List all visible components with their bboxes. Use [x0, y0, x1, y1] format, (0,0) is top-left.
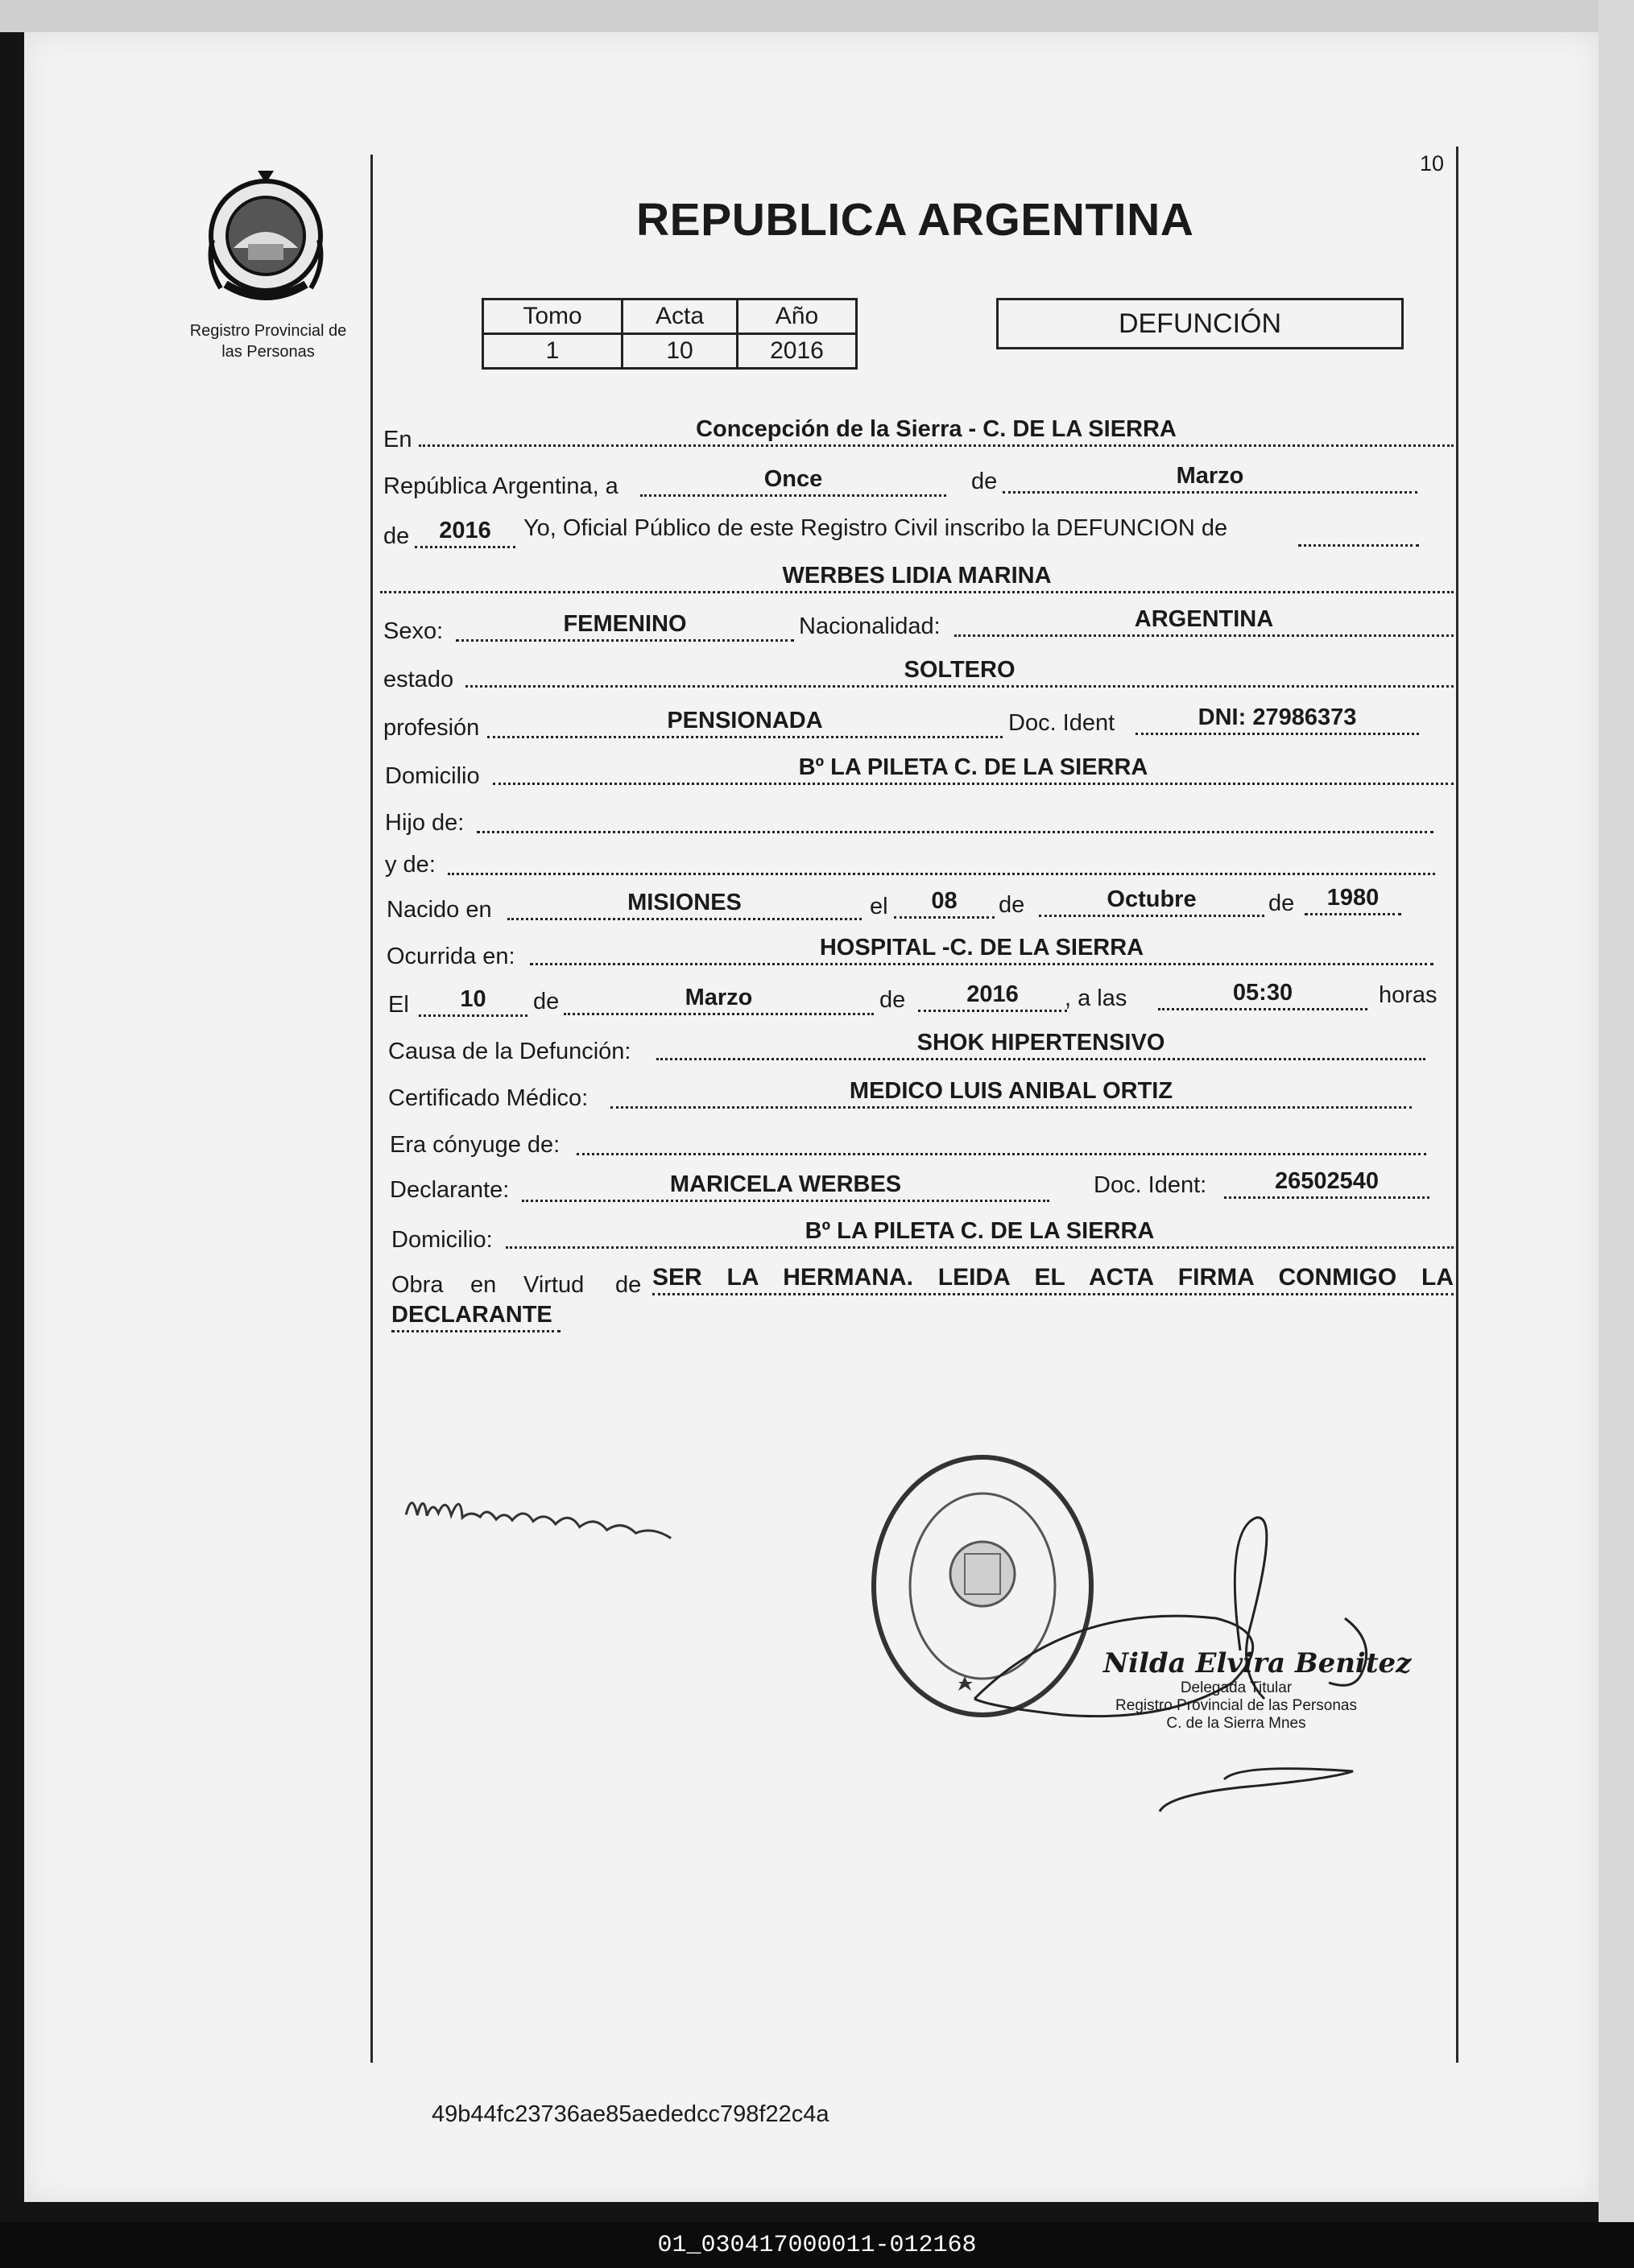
label-de-5: de [533, 989, 560, 1014]
label-declarante: Declarante: [390, 1177, 510, 1203]
label-ocurrida-en: Ocurrida en: [387, 944, 515, 969]
field-hijo-de [477, 802, 1433, 833]
official-name: Nilda Elvira Benitez [1103, 1647, 1412, 1679]
field-anio: 2016 [415, 517, 515, 548]
field-lugar: Concepción de la Sierra - C. DE LA SIERRA [419, 415, 1454, 447]
label-doc-ident-declarante: Doc. Ident: [1094, 1172, 1207, 1198]
field-y-de [448, 844, 1435, 875]
official-stamp-icon [862, 1433, 1412, 1820]
field-def-mes: Marzo [564, 984, 874, 1015]
label-obra-en: en [470, 1272, 497, 1298]
label-doc-ident: Doc. Ident [1008, 710, 1115, 736]
official-title: Delegada Titular [1180, 1679, 1293, 1696]
field-mes: Marzo [1003, 462, 1417, 494]
label-causa: Causa de la Defunción: [388, 1039, 631, 1064]
label-horas: horas [1379, 982, 1438, 1008]
ref-value-tomo: 1 [483, 334, 623, 369]
label-hijo-de: Hijo de: [385, 810, 465, 836]
label-nacionalidad: Nacionalidad: [799, 613, 941, 639]
field-def-anio: 2016 [918, 981, 1067, 1012]
label-virtud: Virtud [523, 1272, 585, 1298]
document-title: REPUBLICA ARGENTINA [636, 194, 1194, 246]
label-de-1: de [971, 469, 998, 494]
scan-right-edge [1599, 0, 1634, 2222]
field-virtud-line2: DECLARANTE [391, 1301, 561, 1332]
field-def-hora: 05:30 [1158, 979, 1367, 1010]
label-de-4: de [1268, 890, 1295, 916]
right-margin-line [1456, 147, 1458, 2063]
field-virtud-line1: SER LA HERMANA. LEIDA EL ACTA FIRMA CONMIGO LA [652, 1264, 1454, 1295]
label-conyuge: Era cónyuge de: [390, 1132, 561, 1158]
scan-top-edge [0, 0, 1634, 32]
field-nombre: WERBES LIDIA MARINA [380, 562, 1454, 593]
label-sexo: Sexo: [383, 618, 444, 644]
label-yo-oficial: Yo, Oficial Público de este Registro Civil inscribo la DEFUNCION de [523, 515, 1228, 541]
label-profesion: profesión [383, 715, 480, 741]
ref-header-acta: Acta [623, 300, 738, 334]
label-y-de: y de: [385, 852, 436, 878]
field-dia: Once [640, 465, 946, 497]
field-nacido-dia: 08 [894, 887, 995, 919]
registry-label: Registro Provincial de las Personas [189, 322, 347, 361]
field-domicilio-declarante: Bº LA PILETA C. DE LA SIERRA [506, 1217, 1454, 1249]
field-estado: SOLTERO [465, 656, 1454, 688]
province-seal-icon [201, 167, 330, 304]
reference-table [482, 298, 858, 370]
label-obra: Obra [391, 1272, 444, 1298]
field-nacido-mes: Octubre [1039, 886, 1264, 917]
field-ocurrida-en: HOSPITAL -C. DE LA SIERRA [530, 934, 1433, 965]
label-nacido-en: Nacido en [387, 897, 492, 923]
field-blank-de [1298, 515, 1419, 547]
label-domicilio-declarante: Domicilio: [391, 1227, 493, 1253]
official-location: C. de la Sierra Mnes [1166, 1715, 1306, 1732]
scan-footer-id: 01_030417000011-012168 [657, 2232, 977, 2259]
label-certificado: Certificado Médico: [388, 1085, 589, 1111]
field-doc-declarante: 26502540 [1224, 1167, 1429, 1199]
field-declarante: MARICELA WERBES [522, 1171, 1049, 1202]
field-profesion: PENSIONADA [487, 707, 1003, 738]
label-virtud-de: de [615, 1272, 642, 1298]
ref-value-acta: 10 [623, 334, 738, 369]
label-de-6: de [879, 987, 906, 1013]
label-en: En [383, 427, 412, 452]
document-hash: 49b44fc23736ae85aededcc798f22c4a [432, 2101, 829, 2127]
field-causa: SHOK HIPERTENSIVO [656, 1029, 1425, 1060]
label-el: el [870, 894, 888, 919]
act-type-box: DEFUNCIÓN [996, 298, 1404, 349]
ref-value-anio: 2016 [738, 334, 857, 369]
field-sexo: FEMENINO [456, 610, 794, 642]
page-number: 10 [1420, 151, 1445, 176]
label-estado: estado [383, 667, 454, 692]
field-def-dia: 10 [419, 985, 527, 1017]
label-domicilio: Domicilio [385, 763, 480, 789]
official-registry: Registro Provincial de las Personas [1115, 1697, 1357, 1714]
field-nacionalidad: ARGENTINA [954, 605, 1454, 637]
label-de-3: de [999, 892, 1025, 918]
field-nacido-anio: 1980 [1305, 884, 1401, 915]
ref-header-anio: Año [738, 300, 857, 334]
field-domicilio: Bº LA PILETA C. DE LA SIERRA [493, 754, 1454, 785]
label-a-las: , a las [1065, 985, 1127, 1011]
left-margin-line [370, 155, 373, 2063]
label-republica: República Argentina, a [383, 473, 618, 499]
field-certificado: MEDICO LUIS ANIBAL ORTIZ [610, 1077, 1412, 1109]
ref-header-tomo: Tomo [483, 300, 623, 334]
label-de-2: de [383, 523, 410, 549]
field-conyuge [577, 1124, 1426, 1155]
field-nacido-en: MISIONES [507, 889, 862, 920]
label-El: El [388, 992, 409, 1018]
field-doc-ident: DNI: 27986373 [1136, 704, 1419, 735]
